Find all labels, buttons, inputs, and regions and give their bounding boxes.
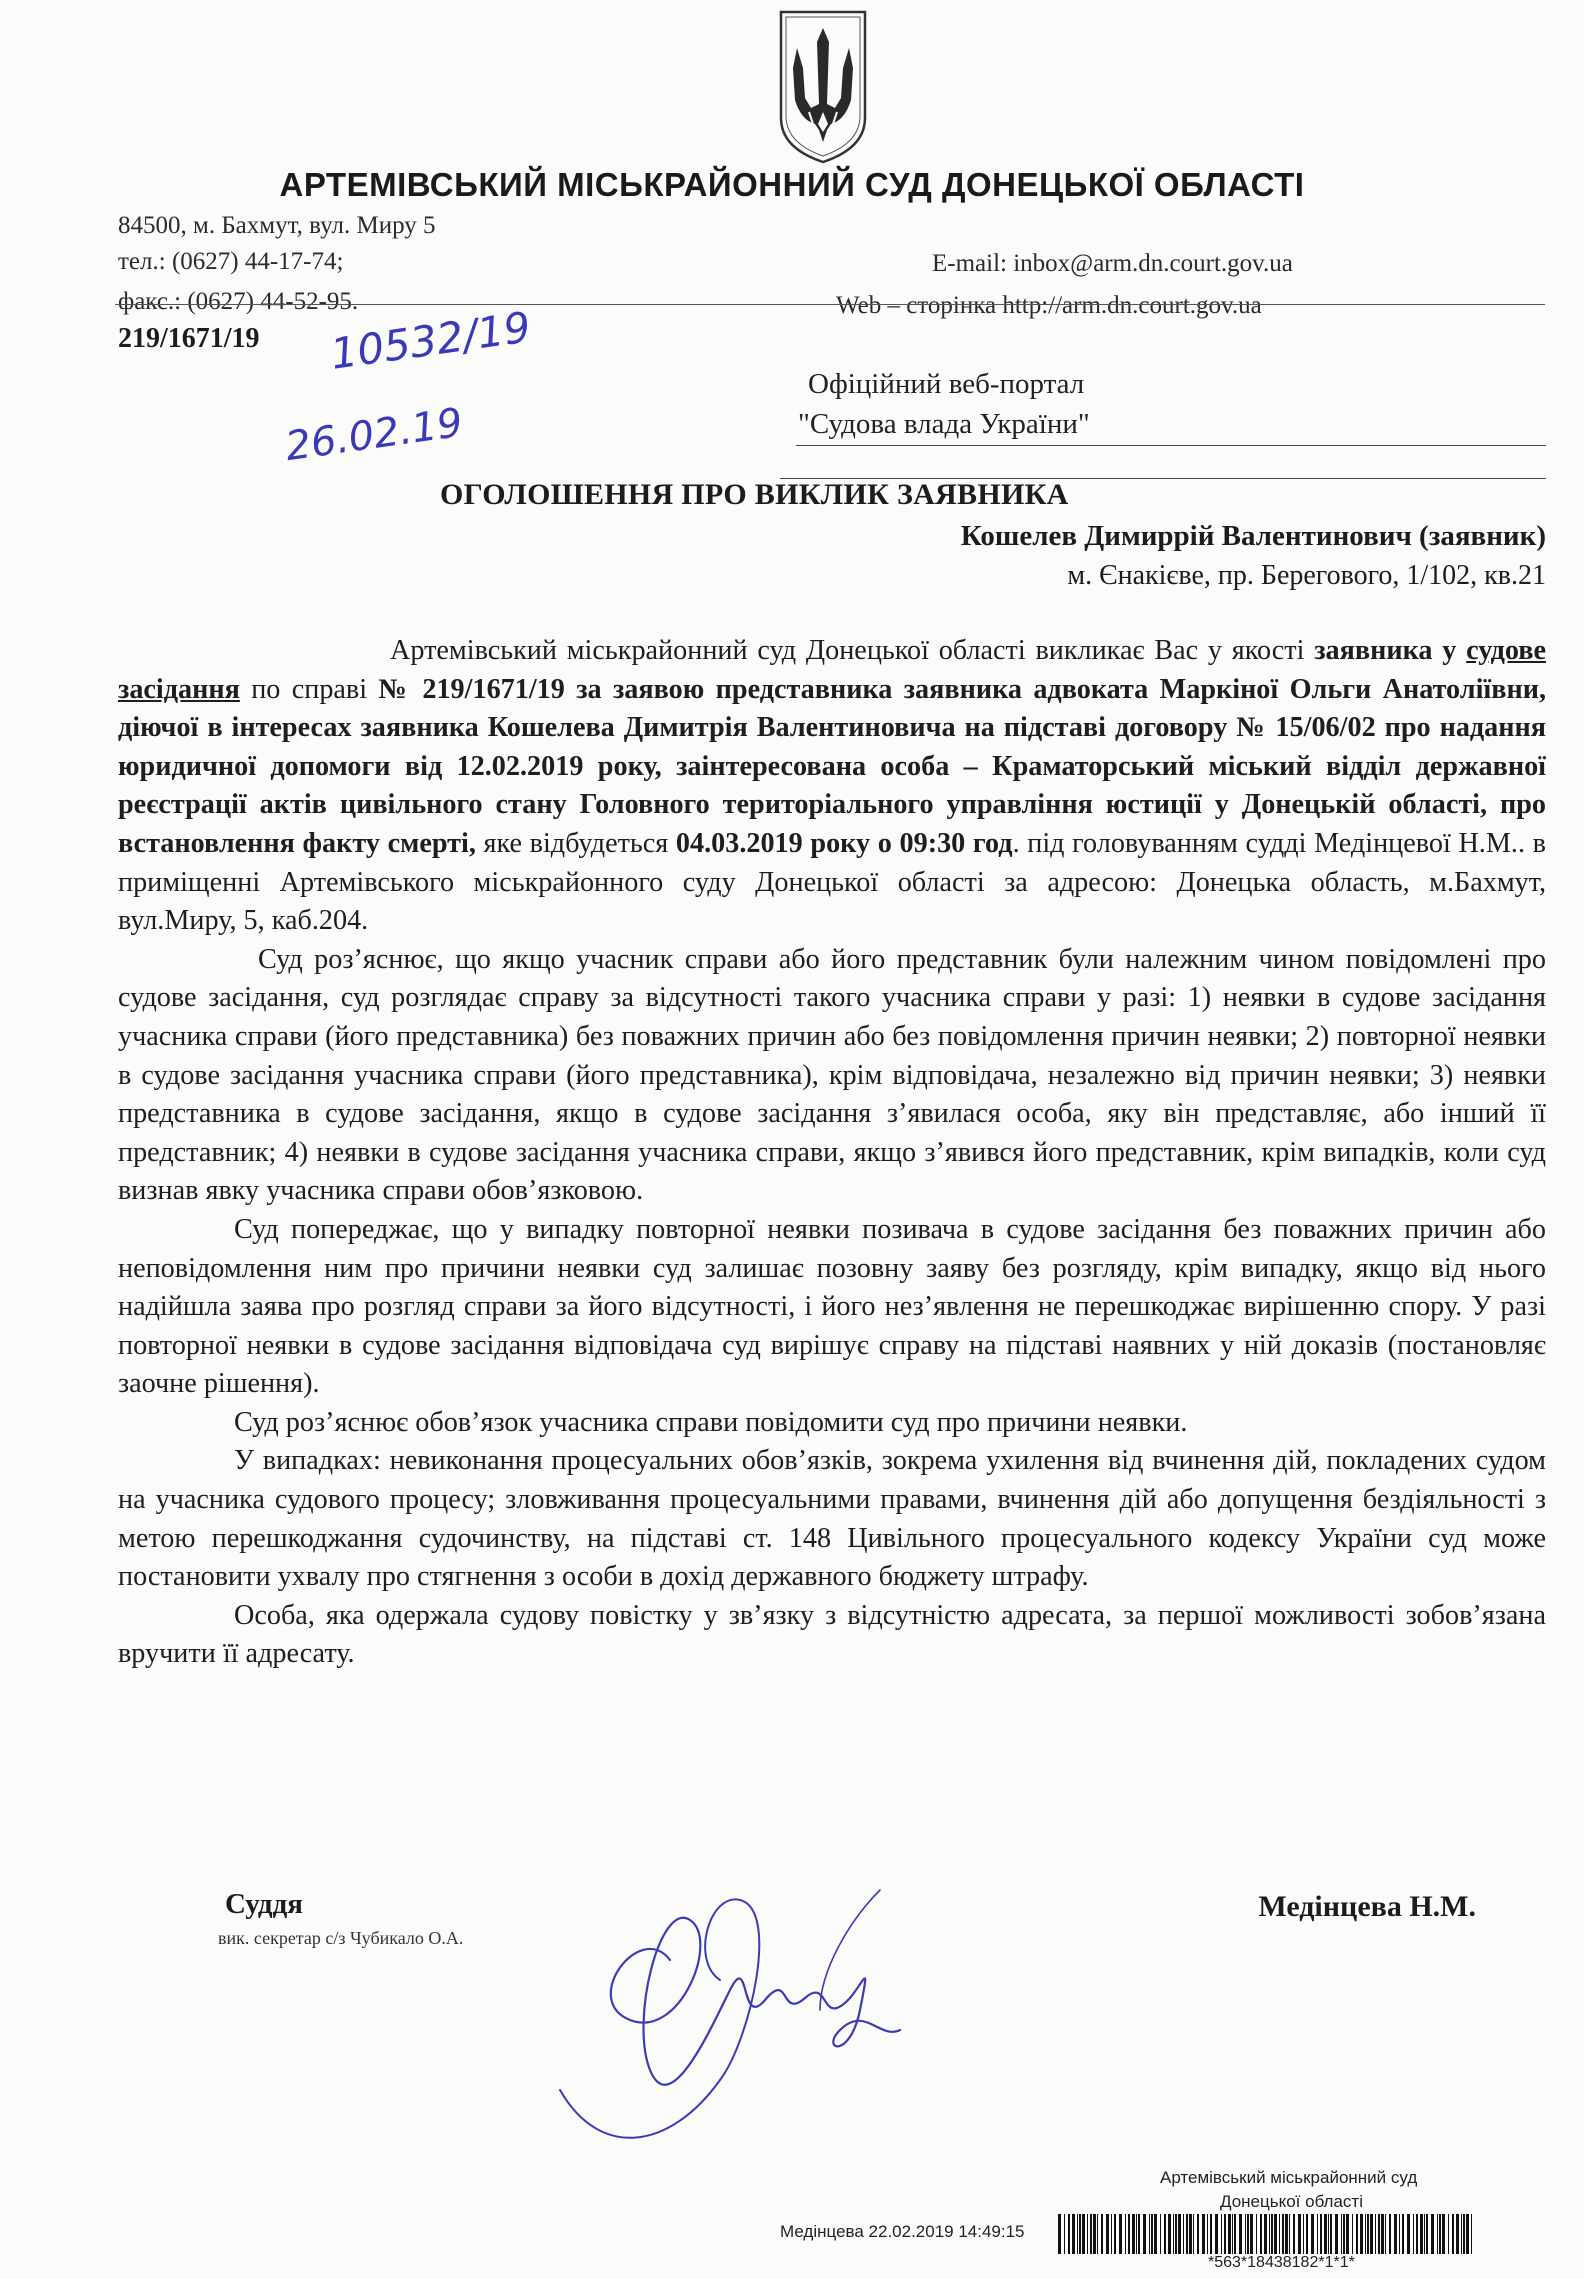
portal-underline — [796, 445, 1546, 446]
handwritten-incoming-number: 10532/19 — [327, 302, 534, 379]
delivery-paragraph: Особа, яка одержала судову повістку у зв’язку з відсутністю адресата, за першої можливості зобов’язана вручити її адресату. — [118, 1599, 1546, 1670]
court-name: АРТЕМІВСЬКИЙ МІСЬКРАЙОННИЙ СУД ДОНЕЦЬКОЇ ОБЛАСТІ — [279, 166, 1305, 203]
notice-title: ОГОЛОШЕННЯ ПРО ВИКЛИК ЗАЯВНИКА — [440, 478, 1069, 511]
secretary-name: вик. секретар с/з Чубикало О.А. — [218, 1928, 464, 1948]
hearing-datetime: 04.03.2019 року о 09:30 год — [675, 827, 1013, 859]
notice-body — [118, 632, 1546, 1674]
case-description: № 219/1671/19 за заявою представника заявника адвоката Маркіної Ольги Анатоліївни, діючої в інтересах заявника Кошелева Димитрія Валентиновича на підставі договору № 15/06/02 про надання юридичної допомоги від 12.02.2019 року, заінтересована особа – Краматорський міський відділ державної реєстрації актів цивільного стану Головного територіального управління юстиції у Донецькій області, про встановлення факту смерті, — [118, 673, 1546, 859]
court-fax: факс.: (0627) 44-52-95. — [118, 288, 359, 315]
warning-paragraph: Суд попереджає, що у випадку повторної неявки позивача в судове засідання без поважних причин або неповідомлення ним про причини неявки суд залишає позовну заяву без розгляду, крім випадку, якщо від нього надійшла заява про розгляд справи за його відсутності, і його нез’явлення не перешкоджає вирішенню спору. У разі повторної неявки в судове засідання відповідача суд вирішує справу на підставі наявних у ній доказів (постановляє заочне рішення). — [118, 1213, 1546, 1400]
handwritten-incoming-date: 26.02.19 — [282, 399, 466, 471]
portal-name-line1: Офіційний веб-портал — [808, 368, 1085, 400]
barcode-text: *563*18438182*1*1* — [1208, 2254, 1355, 2271]
barcode-icon — [1058, 2214, 1478, 2254]
penalty-paragraph: У випадках: невиконання процесуальних обов’язків, зокрема ухилення від вчинення дій, покладених судом на учасника судового процесу; зловживання процесуальними правами, вчинення дій або допущення бездіяльності з метою перешкоджання судочинству, на підставі ст. 148 Цивільного процесуального кодексу України суд може постановити ухвалу про стягнення з особи в дохід державного бюджету штрафу. — [118, 1445, 1546, 1593]
hearing-term: судове засідання — [118, 635, 1546, 705]
signer-role: Суддя — [225, 1888, 303, 1920]
judge-name: Медінцева Н.М. — [1258, 1890, 1476, 1923]
header-divider — [115, 304, 1545, 305]
addressee-name: Кошелев Димиррій Валентинович (заявник) — [960, 520, 1546, 552]
absence-rules-paragraph: Суд роз’яснює, що якщо учасник справи або його представник були належним чином повідомлені про судове засідання, суд розглядає справу за відсутності такого учасника справи у разі: 1) неявки в судове засідання учасника справи (його представника) без поважних причин або без повідомлення причин неявки; 2) повторної неявки в судове засідання учасника справи (його представника), крім відповідача, незалежно від причин неявки; 3) неявки представника в судове засідання, якщо в судове засідання з’явилася особа, яку він представляє, або інший її представник; 4) неявки в судове засідання учасника справи, якщо з’явився його представник, крім випадків, коли суд визнав явку учасника справи обов’язковою. — [118, 943, 1546, 1207]
court-website: Web – сторінка http://arm.dn.court.gov.ua — [836, 292, 1262, 319]
signature-timestamp: Медінцева 22.02.2019 14:49:15 — [780, 2222, 1025, 2241]
duty-paragraph: Суд роз’яснює обов’язок учасника справи повідомити суд про причини неявки. — [234, 1406, 1188, 1438]
handwritten-signature-icon — [520, 1880, 1000, 2170]
portal-name-line2: "Судова влада України" — [798, 408, 1090, 440]
court-address: 84500, м. Бахмут, вул. Миру 5 — [118, 212, 436, 239]
case-number: 219/1671/19 — [118, 323, 260, 354]
stamp-court-line1: Артемівський міськрайонний суд — [1160, 2168, 1418, 2187]
addressee-address: м. Єнакієве, пр. Берегового, 1/102, кв.21 — [1067, 560, 1546, 591]
court-email: E-mail: inbox@arm.dn.court.gov.ua — [932, 250, 1293, 277]
court-phone: тел.: (0627) 44-17-74; — [118, 248, 344, 275]
stamp-court-line2: Донецької області — [1220, 2192, 1363, 2211]
coat-of-arms-icon — [775, 8, 871, 166]
summons-paragraph: Артемівський міськрайонний суд Донецької області викликає Вас у якості заявника у судове засідання по справі № 219/1671/19 за заявою представника заявника адвоката Маркіної Ольги Анатоліївни, діючої в інтересах заявника Кошелева Димитрія Валентиновича на підставі договору № 15/06/02 про надання юридичної допомоги від 12.02.2019 року, заінтересована особа – Краматорський міський відділ державної реєстрації актів цивільного стану Головного територіального управління юстиції у Донецькій області, про встановлення факту смерті, яке відбудеться 04.03.2019 року о 09:30 год. під головуванням судді Медінцевої Н.М.. в приміщенні Артемівського міськрайонного суду Донецької області за адресою: Донецька область, м.Бахмут, вул.Миру, 5, каб.204. — [118, 635, 1546, 937]
